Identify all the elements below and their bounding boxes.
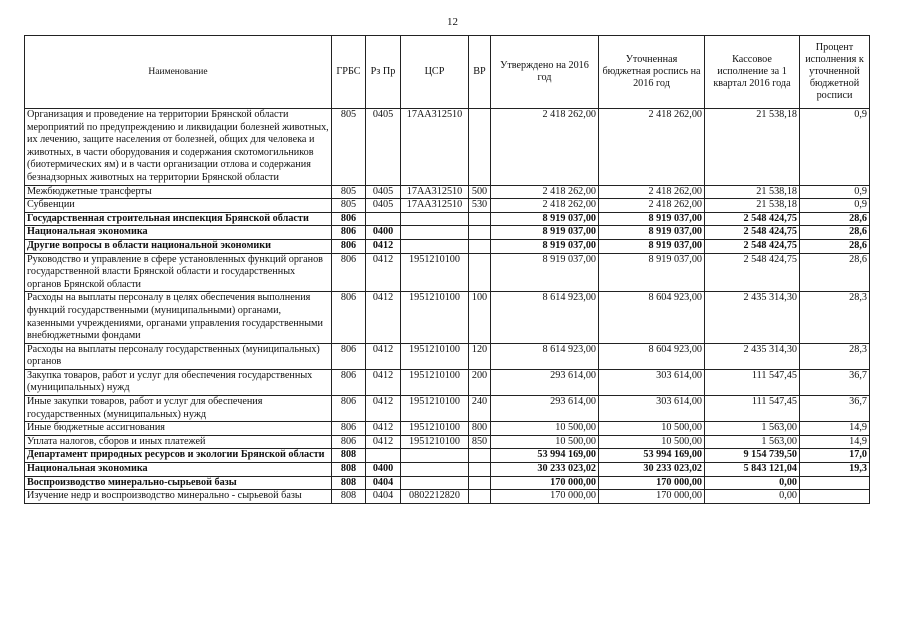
table-row [25, 199, 870, 213]
cell-name: Изучение недр и воспроизводство минерально - сырьевой базы [25, 490, 332, 504]
cell-csr: 1951210100 [401, 396, 469, 422]
cell-grbs: 806 [332, 422, 366, 436]
cell-name: Государственная строительная инспекция Брянской области [25, 212, 332, 226]
cell-cash: 2 435 314,30 [705, 292, 800, 343]
cell-vr [469, 476, 491, 490]
cell-percent: 0,9 [800, 109, 870, 186]
cell-percent: 17,0 [800, 449, 870, 463]
cell-approved: 8 614 923,00 [491, 343, 599, 369]
cell-name: Организация и проведение на территории Брянской области мероприятий по предупреждению и ликвидации болезней животных, их лечению, защите населения от болезней, общих для человека и животных, в части оборудования и содержания скотомогильников (биотермических ям) и в части организации отлова и содержания безнадзорных животных на территории Брянской области [25, 109, 332, 186]
cell-cash: 2 548 424,75 [705, 212, 800, 226]
cell-vr [469, 239, 491, 253]
table-row [25, 476, 870, 490]
cell-vr: 850 [469, 435, 491, 449]
table-row [25, 422, 870, 436]
cell-rzpr [366, 212, 401, 226]
cell-csr [401, 239, 469, 253]
cell-rzpr: 0404 [366, 490, 401, 504]
cell-approved: 53 994 169,00 [491, 449, 599, 463]
cell-csr: 1951210100 [401, 343, 469, 369]
table-row [25, 212, 870, 226]
cell-cash: 0,00 [705, 490, 800, 504]
cell-rzpr: 0412 [366, 292, 401, 343]
cell-csr: 1951210100 [401, 292, 469, 343]
cell-vr: 800 [469, 422, 491, 436]
cell-refined: 8 919 037,00 [599, 239, 705, 253]
cell-percent: 36,7 [800, 396, 870, 422]
cell-name: Расходы на выплаты персоналу в целях обеспечения выполнения функций государственными (муниципальными) органами, казенными учреждениями, органами управления государственными внебюджетными фондами [25, 292, 332, 343]
cell-approved: 2 418 262,00 [491, 199, 599, 213]
cell-grbs: 808 [332, 490, 366, 504]
cell-name: Закупка товаров, работ и услуг для обеспечения государственных (муниципальных) нужд [25, 369, 332, 395]
cell-cash: 111 547,45 [705, 396, 800, 422]
cell-name: Национальная экономика [25, 226, 332, 240]
cell-rzpr [366, 449, 401, 463]
cell-approved: 170 000,00 [491, 476, 599, 490]
table-row [25, 226, 870, 240]
cell-grbs: 806 [332, 239, 366, 253]
cell-rzpr: 0400 [366, 226, 401, 240]
header-cash: Кассовое исполнение за 1 квартал 2016 года [705, 36, 800, 109]
cell-rzpr: 0412 [366, 435, 401, 449]
cell-approved: 8 919 037,00 [491, 253, 599, 292]
cell-approved: 170 000,00 [491, 490, 599, 504]
cell-refined: 30 233 023,02 [599, 463, 705, 477]
cell-grbs: 805 [332, 199, 366, 213]
cell-name: Межбюджетные трансферты [25, 185, 332, 199]
table-row [25, 435, 870, 449]
cell-name: Другие вопросы в области национальной экономики [25, 239, 332, 253]
cell-name: Иные закупки товаров, работ и услуг для обеспечения государственных (муниципальных) нужд [25, 396, 332, 422]
cell-grbs: 806 [332, 253, 366, 292]
cell-grbs: 806 [332, 396, 366, 422]
header-csr: ЦСР [401, 36, 469, 109]
cell-cash: 5 843 121,04 [705, 463, 800, 477]
cell-cash: 2 548 424,75 [705, 226, 800, 240]
cell-rzpr: 0412 [366, 239, 401, 253]
header-approved: Утверждено на 2016 год [491, 36, 599, 109]
cell-refined: 170 000,00 [599, 476, 705, 490]
cell-cash: 21 538,18 [705, 199, 800, 213]
table-row [25, 343, 870, 369]
table-row [25, 463, 870, 477]
header-percent: Процент исполнения к уточненной бюджетной росписи [800, 36, 870, 109]
cell-refined: 2 418 262,00 [599, 185, 705, 199]
table-row [25, 449, 870, 463]
cell-cash: 9 154 739,50 [705, 449, 800, 463]
cell-percent: 28,6 [800, 253, 870, 292]
cell-vr: 500 [469, 185, 491, 199]
cell-name: Уплата налогов, сборов и иных платежей [25, 435, 332, 449]
cell-rzpr: 0400 [366, 463, 401, 477]
cell-vr: 530 [469, 199, 491, 213]
cell-refined: 53 994 169,00 [599, 449, 705, 463]
cell-refined: 8 919 037,00 [599, 226, 705, 240]
cell-approved: 8 919 037,00 [491, 239, 599, 253]
cell-cash: 2 435 314,30 [705, 343, 800, 369]
cell-approved: 8 919 037,00 [491, 212, 599, 226]
cell-approved: 30 233 023,02 [491, 463, 599, 477]
cell-cash: 111 547,45 [705, 369, 800, 395]
cell-percent: 36,7 [800, 369, 870, 395]
cell-grbs: 808 [332, 449, 366, 463]
cell-refined: 10 500,00 [599, 422, 705, 436]
header-name: Наименование [25, 36, 332, 109]
cell-name: Расходы на выплаты персоналу государственных (муниципальных) органов [25, 343, 332, 369]
cell-percent: 28,6 [800, 226, 870, 240]
cell-name: Субвенции [25, 199, 332, 213]
cell-vr: 240 [469, 396, 491, 422]
cell-rzpr: 0412 [366, 253, 401, 292]
table-row [25, 369, 870, 395]
cell-grbs: 805 [332, 185, 366, 199]
cell-csr [401, 449, 469, 463]
cell-csr: 17АА312510 [401, 109, 469, 186]
cell-csr [401, 476, 469, 490]
table-header-row [25, 36, 870, 109]
cell-csr: 1951210100 [401, 435, 469, 449]
cell-refined: 170 000,00 [599, 490, 705, 504]
cell-percent: 28,6 [800, 239, 870, 253]
cell-rzpr: 0404 [366, 476, 401, 490]
cell-rzpr: 0405 [366, 109, 401, 186]
cell-percent: 19,3 [800, 463, 870, 477]
table-row [25, 109, 870, 186]
cell-name: Воспроизводство минерально-сырьевой базы [25, 476, 332, 490]
cell-cash: 0,00 [705, 476, 800, 490]
cell-percent: 28,3 [800, 292, 870, 343]
cell-vr [469, 449, 491, 463]
cell-cash: 2 548 424,75 [705, 253, 800, 292]
cell-refined: 10 500,00 [599, 435, 705, 449]
cell-csr: 0802212820 [401, 490, 469, 504]
cell-vr: 120 [469, 343, 491, 369]
header-refined: Уточненная бюджетная роспись на 2016 год [599, 36, 705, 109]
cell-rzpr: 0412 [366, 396, 401, 422]
cell-approved: 8 919 037,00 [491, 226, 599, 240]
cell-refined: 2 418 262,00 [599, 109, 705, 186]
cell-name: Иные бюджетные ассигнования [25, 422, 332, 436]
header-grbs: ГРБС [332, 36, 366, 109]
cell-percent: 14,9 [800, 435, 870, 449]
table-row [25, 239, 870, 253]
cell-csr: 17АА312510 [401, 185, 469, 199]
cell-csr [401, 212, 469, 226]
cell-vr [469, 253, 491, 292]
cell-percent: 0,9 [800, 199, 870, 213]
cell-approved: 2 418 262,00 [491, 185, 599, 199]
cell-cash: 21 538,18 [705, 185, 800, 199]
cell-grbs: 806 [332, 369, 366, 395]
table-body [25, 109, 870, 504]
cell-grbs: 805 [332, 109, 366, 186]
cell-grbs: 806 [332, 435, 366, 449]
cell-refined: 303 614,00 [599, 396, 705, 422]
cell-name: Руководство и управление в сфере установленных функций органов государственной власти Брянской области и государственных органов Брянской области [25, 253, 332, 292]
cell-cash: 2 548 424,75 [705, 239, 800, 253]
cell-refined: 8 604 923,00 [599, 292, 705, 343]
table-row [25, 292, 870, 343]
cell-percent [800, 476, 870, 490]
cell-percent [800, 490, 870, 504]
cell-grbs: 808 [332, 476, 366, 490]
cell-rzpr: 0405 [366, 185, 401, 199]
table-row [25, 185, 870, 199]
page-number: 12 [447, 16, 458, 28]
cell-cash: 1 563,00 [705, 422, 800, 436]
cell-approved: 293 614,00 [491, 369, 599, 395]
header-rzpr: Рз Пр [366, 36, 401, 109]
header-vr: ВР [469, 36, 491, 109]
cell-csr: 17АА312510 [401, 199, 469, 213]
cell-refined: 8 604 923,00 [599, 343, 705, 369]
cell-refined: 8 919 037,00 [599, 212, 705, 226]
cell-vr [469, 490, 491, 504]
cell-percent: 0,9 [800, 185, 870, 199]
cell-vr [469, 463, 491, 477]
cell-refined: 303 614,00 [599, 369, 705, 395]
cell-refined: 2 418 262,00 [599, 199, 705, 213]
cell-rzpr: 0412 [366, 369, 401, 395]
cell-grbs: 806 [332, 212, 366, 226]
table-row [25, 490, 870, 504]
cell-refined: 8 919 037,00 [599, 253, 705, 292]
cell-cash: 1 563,00 [705, 435, 800, 449]
cell-vr [469, 109, 491, 186]
cell-approved: 2 418 262,00 [491, 109, 599, 186]
cell-csr [401, 463, 469, 477]
cell-rzpr: 0412 [366, 343, 401, 369]
cell-csr: 1951210100 [401, 422, 469, 436]
cell-grbs: 806 [332, 226, 366, 240]
cell-name: Департамент природных ресурсов и экологии Брянской области [25, 449, 332, 463]
cell-percent: 28,6 [800, 212, 870, 226]
cell-percent: 28,3 [800, 343, 870, 369]
table-row [25, 253, 870, 292]
cell-rzpr: 0405 [366, 199, 401, 213]
cell-grbs: 808 [332, 463, 366, 477]
cell-vr [469, 226, 491, 240]
cell-vr: 100 [469, 292, 491, 343]
cell-csr: 1951210100 [401, 369, 469, 395]
cell-cash: 21 538,18 [705, 109, 800, 186]
cell-vr [469, 212, 491, 226]
table-row [25, 396, 870, 422]
cell-rzpr: 0412 [366, 422, 401, 436]
cell-grbs: 806 [332, 292, 366, 343]
cell-approved: 10 500,00 [491, 422, 599, 436]
cell-approved: 10 500,00 [491, 435, 599, 449]
cell-approved: 293 614,00 [491, 396, 599, 422]
cell-vr: 200 [469, 369, 491, 395]
cell-csr: 1951210100 [401, 253, 469, 292]
budget-table [24, 35, 870, 504]
cell-percent: 14,9 [800, 422, 870, 436]
cell-name: Национальная экономика [25, 463, 332, 477]
cell-grbs: 806 [332, 343, 366, 369]
cell-csr [401, 226, 469, 240]
cell-approved: 8 614 923,00 [491, 292, 599, 343]
